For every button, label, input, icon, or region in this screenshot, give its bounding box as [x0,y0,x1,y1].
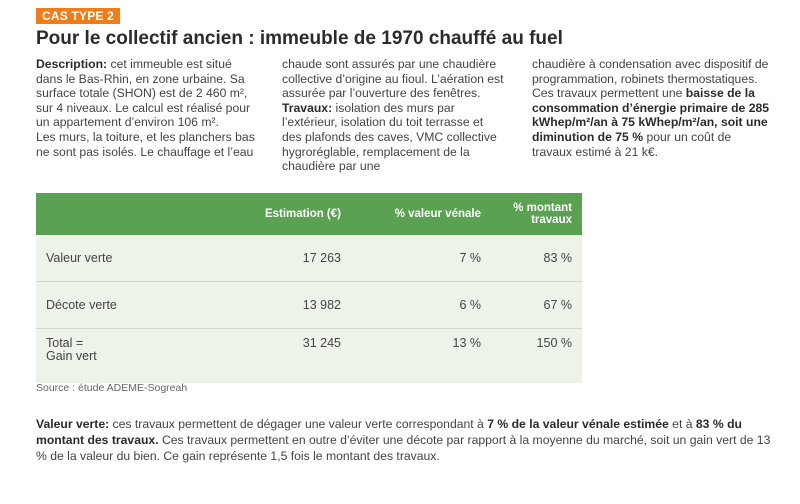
cell-pct-venale: 6 % [351,282,491,329]
cell-pct-venale: 13 % [351,329,491,384]
insulation-text: Les murs, la toiture, et les planchers bas ne sont pas isolés. Le chauffage et l’eau [36,129,255,159]
energy-reduction-highlight: baisse de la consommation d’énergie primaire de 285 kWhep/m²/an à 75 kWhep/m²/an, soit une diminution de 75 % [532,86,770,144]
summary-paragraph [36,416,776,464]
case-type-tag: CAS TYPE 2 [36,8,120,24]
row-label [36,329,206,384]
header-pct-travaux: % montant travaux [491,193,582,235]
description-paragraph [36,57,258,130]
estimation-table [36,193,582,383]
works-text: isolation des murs par l’extérieur, isolation du toit terrasse et des plafonds des caves, VMC collective hygroréglable, remplacement de la chaudière par une [282,100,497,174]
summary-text-3: Ces travaux permettent en outre d’éviter une décote par rapport à la moyenne du marché, soit un gain vert de 13 % de la valeur du bien. Ce gain représente 1,5 fois le montant des travaux. [36,433,771,463]
cell-estimation: 13 982 [206,282,351,329]
table-header-row [36,193,582,235]
cell-pct-venale: 7 % [351,235,491,282]
page-title: Pour le collectif ancien : immeuble de 1970 chauffé au fuel [36,28,563,49]
table-row [36,282,582,329]
row-label: Valeur verte [36,235,206,282]
summary-label: Valeur verte: [36,417,110,431]
table-row [36,235,582,282]
cell-pct-travaux: 67 % [491,282,582,329]
heating-text: chaude sont assurés par une chaudière collective d’origine au fioul. L’aération est assurée par l’ouverture des fenêtres. [282,57,504,101]
cell-pct-travaux: 83 % [491,235,582,282]
source-note: Source : étude ADEME-Sogreah [36,382,188,394]
results-paragraph [532,57,772,159]
total-label-line2: Gain vert [46,349,97,363]
results-text-2: pour un coût de travaux estimé à 21 k€. [532,129,732,159]
header-empty [36,193,206,235]
table-row-total [36,329,582,384]
description-text: cet immeuble est situé dans le Bas-Rhin, en zone urbaine. Sa surface totale (SHON) est de 2 460 m², sur 4 niveaux. Le calcul est réalisé pour un appartement d’environ 106 m². [36,57,251,130]
cell-estimation: 31 245 [206,329,351,384]
header-estimation: Estimation (€) [206,193,351,235]
cell-estimation: 17 263 [206,235,351,282]
row-label: Décote verte [36,282,206,329]
summary-text-2: et à [668,417,696,431]
cell-pct-travaux: 150 % [491,329,582,384]
results-text-1: chaudière à condensation avec dispositif de programmation, robinets thermostatiques. Ces travaux permettent une [532,57,769,101]
works-paragraph [282,101,504,174]
works-label: Travaux: [282,100,333,115]
intro-column-3 [532,57,772,159]
total-label-line1: Total = [46,336,84,350]
description-label: Description: [36,57,108,71]
intro-column-1 [36,57,258,159]
summary-text-1: ces travaux permettent de dégager une valeur verte correspondant à [109,417,488,431]
summary-highlight-1: 7 % de la valeur vénale estimée [487,417,669,431]
intro-column-2 [282,57,504,174]
summary-highlight-2: 83 % du montant des travaux. [36,417,742,447]
header-pct-venale: % valeur vénale [351,193,491,235]
